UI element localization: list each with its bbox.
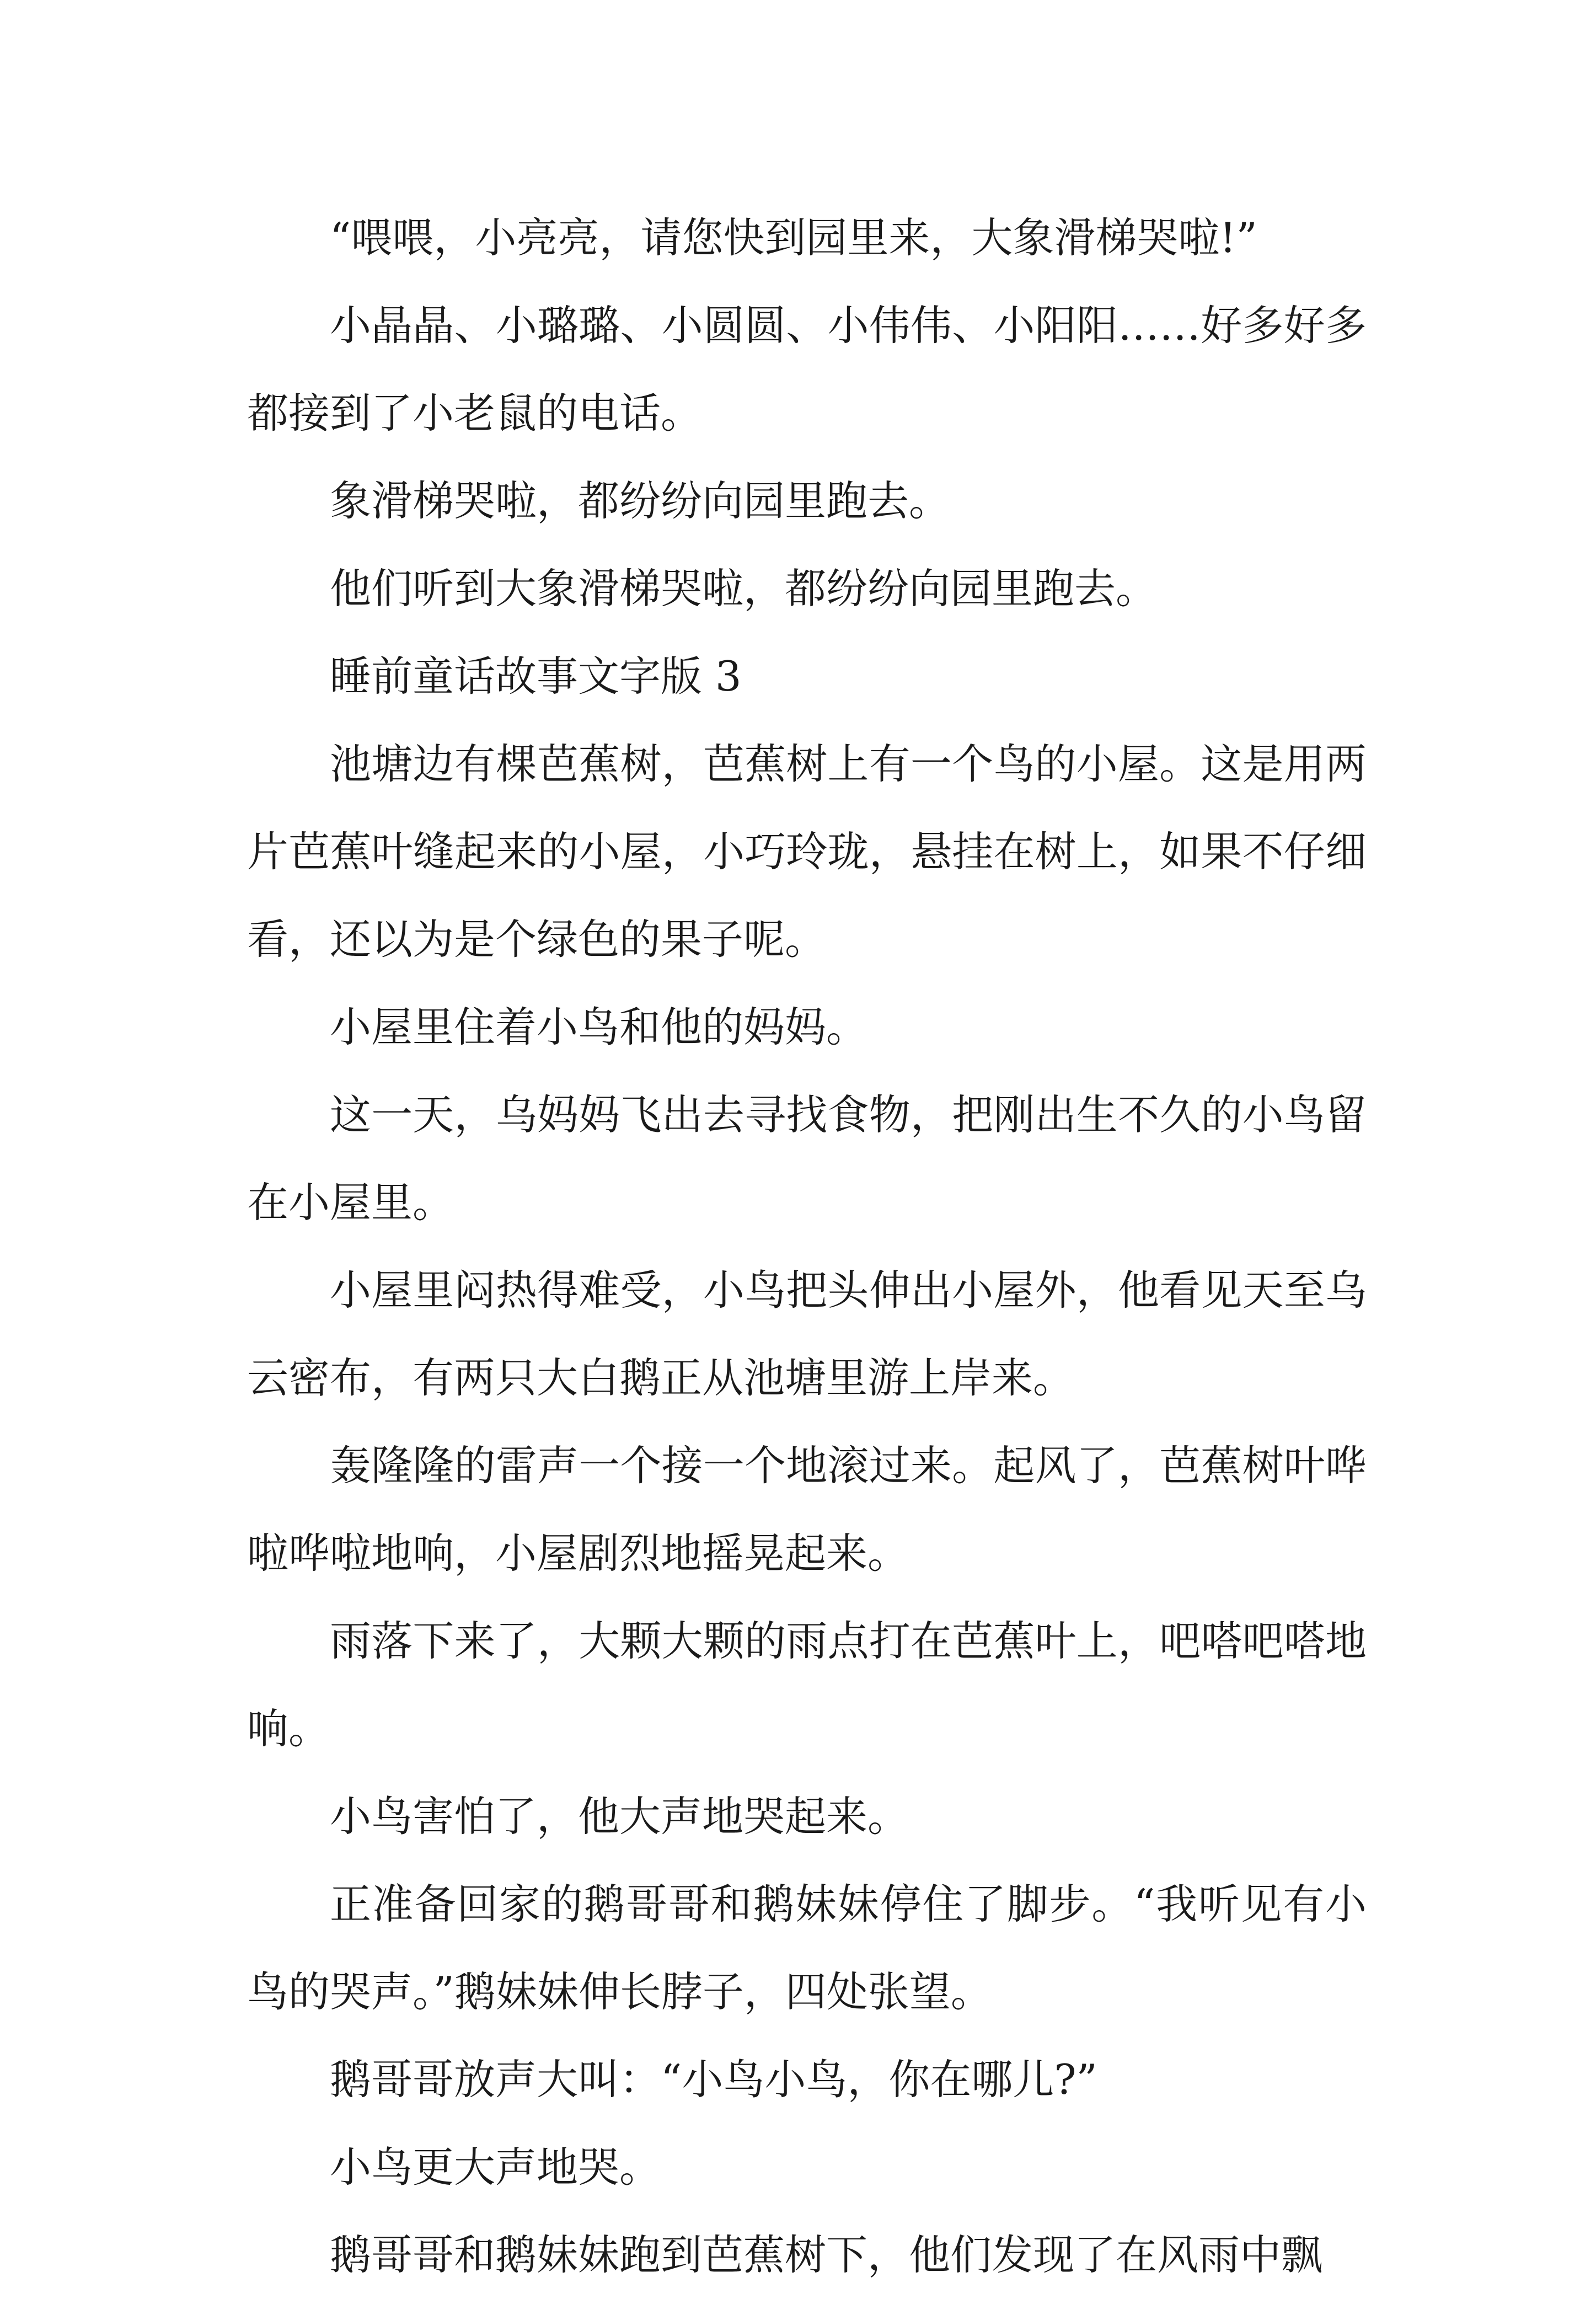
paragraph: 鹅哥哥放声大叫：“小鸟小鸟，你在哪儿?” — [330, 2055, 1097, 2104]
paragraph: 雨落下来了，大颗大颗的雨点打在芭蕉叶上，吧嗒吧嗒地响。 — [247, 1617, 1367, 1753]
paragraph: 鹅哥哥和鹅妹妹跑到芭蕉树下，他们发现了在风雨中飘 — [330, 2231, 1323, 2279]
paragraph: 小屋里闷热得难受，小鸟把头伸出小屋外，他看见天至乌云密布，有两只大白鹅正从池塘里游上岸来。 — [247, 1266, 1367, 1402]
paragraph: 轰隆隆的雷声一个接一个地滚过来。起风了，芭蕉树叶哗啦哗啦地响，小屋剧烈地摇晃起来。 — [247, 1441, 1367, 1578]
paragraph: 小晶晶、小璐璐、小圆圆、小伟伟、小阳阳……好多好多都接到了小老鼠的电话。 — [247, 301, 1367, 437]
paragraph: 小鸟害怕了，他大声地哭起来。 — [330, 1792, 909, 1841]
paragraph: “喂喂，小亮亮，请您快到园里来，大象滑梯哭啦!” — [330, 213, 1257, 262]
document-body — [247, 194, 1367, 2299]
paragraph: 小鸟更大声地哭。 — [330, 2143, 661, 2191]
paragraph: 小屋里住着小鸟和他的妈妈。 — [330, 1003, 868, 1051]
paragraph: 正准备回家的鹅哥哥和鹅妹妹停住了脚步。“我听见有小鸟的哭声。”鹅妹妹伸长脖子，四处张望。 — [247, 1880, 1367, 2016]
paragraph: 这一天，乌妈妈飞出去寻找食物，把刚出生不久的小鸟留在小屋里。 — [247, 1090, 1367, 1227]
section-heading: 睡前童话故事文字版 3 — [330, 652, 742, 701]
paragraph: 池塘边有棵芭蕉树，芭蕉树上有一个鸟的小屋。这是用两片芭蕉叶缝起来的小屋，小巧玲珑，悬挂在树上，如果不仔细看，还以为是个绿色的果子呢。 — [247, 740, 1367, 964]
paragraph: 象滑梯哭啦，都纷纷向园里跑去。 — [330, 477, 951, 525]
paragraph: 他们听到大象滑梯哭啦，都纷纷向园里跑去。 — [330, 564, 1158, 613]
